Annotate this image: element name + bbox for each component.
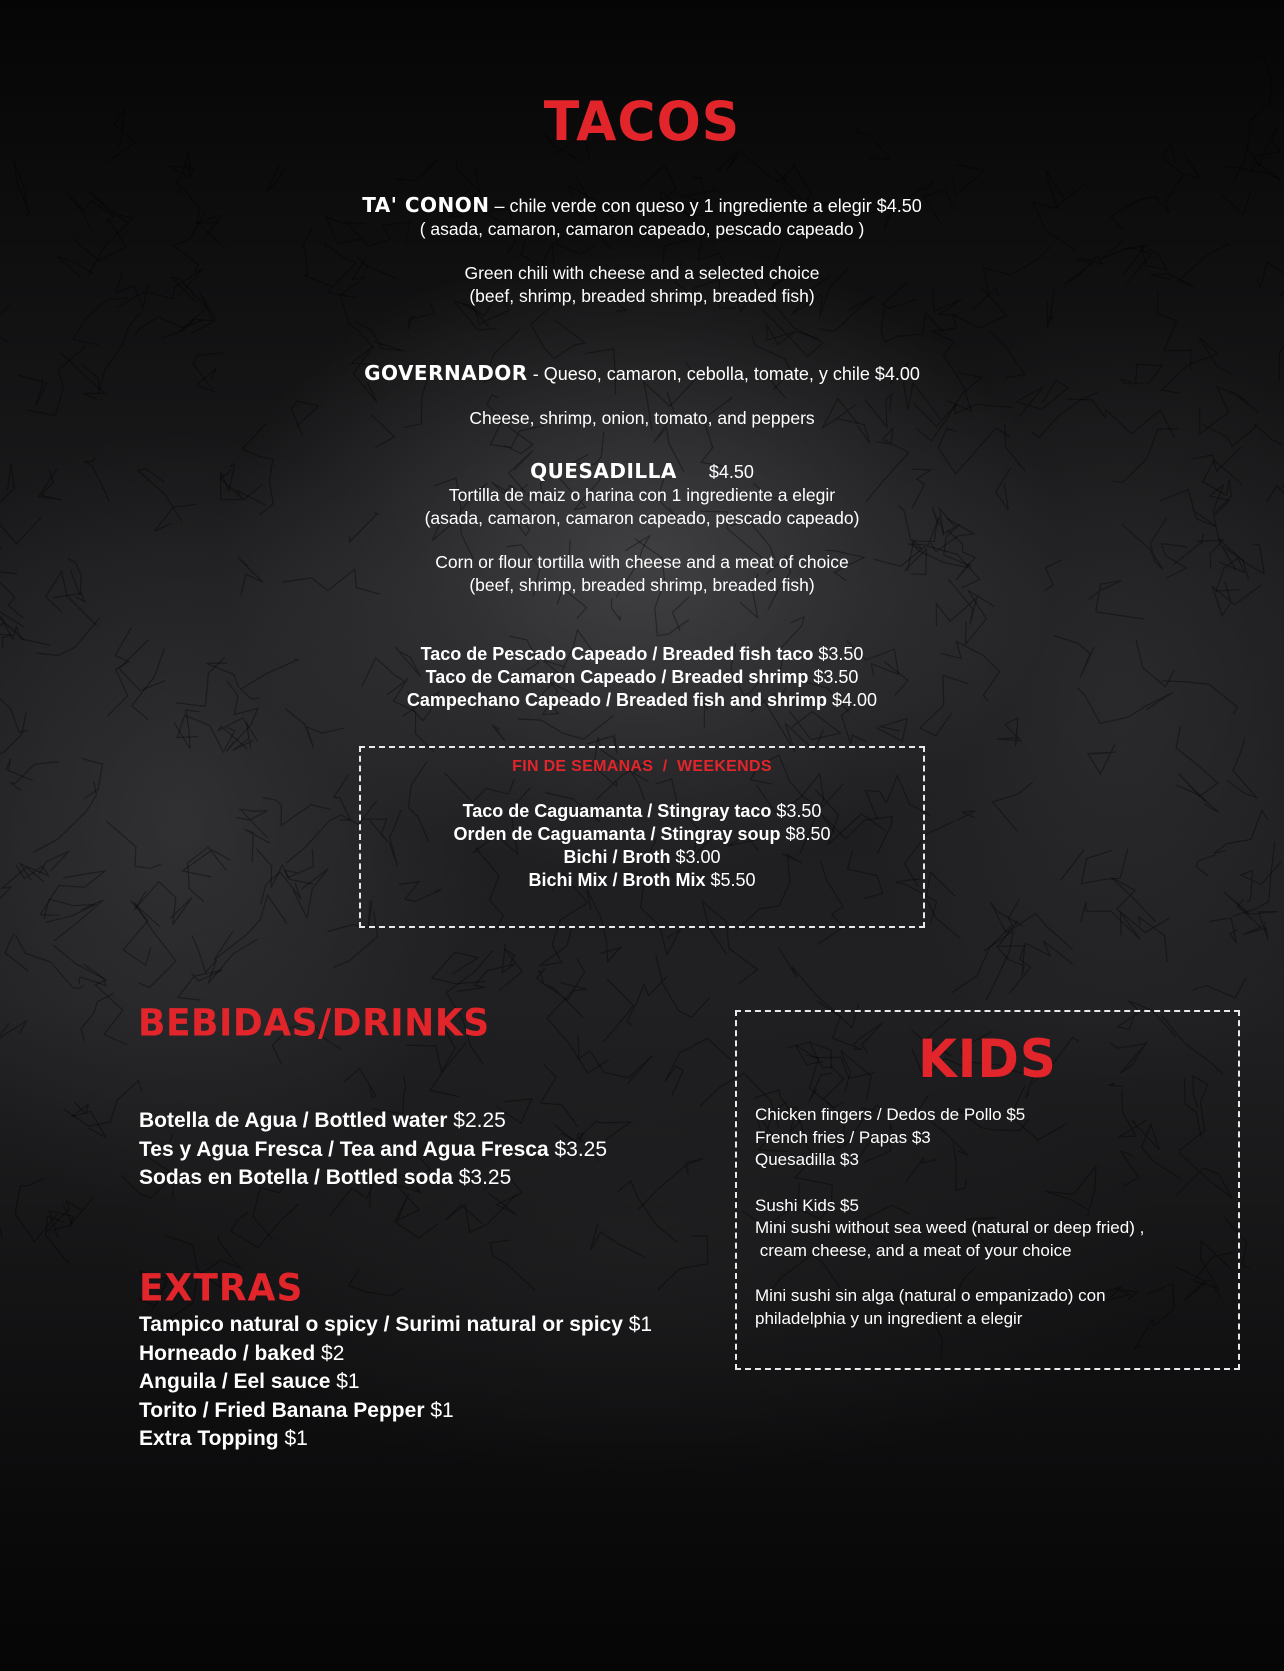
crack-line <box>236 809 268 838</box>
crack-line <box>1176 726 1218 801</box>
governador-name: GOVERNADOR <box>364 361 528 385</box>
crack-line <box>54 900 104 941</box>
crack-line <box>123 901 160 966</box>
list-item: Torito / Fried Banana Pepper $1 <box>139 1398 454 1422</box>
crack-line <box>40 871 105 915</box>
crack-line <box>430 1042 467 1097</box>
crack-line <box>1010 941 1073 993</box>
crack-line <box>578 1035 652 1084</box>
crack-line <box>1081 902 1141 939</box>
governador-en: Cheese, shrimp, onion, tomato, and peppers <box>469 408 815 428</box>
crack-line <box>0 867 43 918</box>
drinks-title: BEBIDAS/DRINKS <box>138 1001 490 1046</box>
crack-line <box>881 308 945 342</box>
crack-line <box>658 1236 708 1290</box>
crack-line <box>1209 918 1237 943</box>
ta-conon-options: ( asada, camaron, camaron capeado, pescado capeado ) <box>419 219 865 239</box>
crack-line <box>984 931 1014 1000</box>
crack-line <box>33 781 96 853</box>
crack-line <box>135 903 176 988</box>
crack-line <box>218 718 258 749</box>
crack-line <box>16 935 84 988</box>
list-item: Horneado / baked $2 <box>139 1341 345 1365</box>
list-item: Bichi Mix / Broth Mix $5.50 <box>528 870 756 890</box>
list-item: Sushi Kids $5 <box>755 1195 859 1215</box>
crack-line <box>1088 745 1116 774</box>
crack-line <box>214 895 287 960</box>
crack-line <box>493 725 505 741</box>
crack-line <box>11 762 59 791</box>
crack-line <box>256 849 313 888</box>
list-item: Quesadilla $3 <box>755 1150 859 1169</box>
crack-line <box>1193 978 1246 998</box>
crack-line <box>1214 811 1268 854</box>
crack-line <box>1226 739 1257 798</box>
crack-line <box>82 758 103 799</box>
crack-line <box>349 1269 403 1296</box>
crack-line <box>344 1069 376 1098</box>
crack-line <box>5 934 28 971</box>
crack-line <box>518 716 614 740</box>
crack-line <box>0 610 51 645</box>
crack-line <box>590 1224 645 1258</box>
crack-line <box>499 949 522 991</box>
list-item: Mini sushi without sea weed (natural or deep fried) , <box>755 1218 1145 1237</box>
governador-desc: - Queso, camaron, cebolla, tomate, y chile $4.00 <box>527 364 920 384</box>
crack-line <box>790 711 841 740</box>
crack-line <box>293 869 328 918</box>
quesadilla-name: QUESADILLA <box>530 459 677 483</box>
crack-line <box>0 1209 2 1239</box>
crack-line <box>1176 785 1219 813</box>
kids-title: KIDS <box>918 1028 1057 1090</box>
list-item: Orden de Caguamanta / Stingray soup $8.50 <box>453 824 831 844</box>
crack-line <box>231 1204 299 1247</box>
list-item: Taco de Pescado Capeado / Breaded fish taco $3.50 <box>420 644 864 664</box>
quesadilla-price: $4.50 <box>708 462 754 482</box>
crack-line <box>192 935 258 983</box>
crack-line <box>183 850 231 877</box>
quesadilla-en-2: (beef, shrimp, breaded shrimp, breaded fish) <box>469 575 815 595</box>
list-item: Tampico natural o spicy / Surimi natural or spicy $1 <box>139 1313 653 1336</box>
crack-line <box>966 590 995 644</box>
weekends-section <box>359 758 925 892</box>
crack-line <box>0 1021 26 1040</box>
crack-line <box>545 959 585 1017</box>
crack-line <box>951 165 985 195</box>
crack-line <box>178 970 223 1000</box>
ta-conon-en-1: Green chili with cheese and a selected choice <box>464 263 820 283</box>
list-item: cream cheese, and a meat of your choice <box>755 1240 1072 1260</box>
crack-line <box>64 1081 142 1127</box>
ta-conon-en-2: (beef, shrimp, breaded shrimp, breaded fish) <box>469 286 815 306</box>
crack-line <box>261 872 301 904</box>
crack-line <box>267 165 285 192</box>
crack-line <box>1196 855 1215 876</box>
crack-line <box>490 1240 535 1290</box>
crack-line <box>957 811 975 821</box>
crack-line <box>0 305 10 342</box>
quesadilla-es-1: Tortilla de maiz o harina con 1 ingrediente a elegir <box>448 485 836 505</box>
crack-line <box>408 304 434 329</box>
crack-line <box>627 976 667 1025</box>
crack-line <box>718 151 796 182</box>
crack-line <box>39 851 69 874</box>
quesadilla-item <box>0 460 1284 597</box>
crack-line <box>1238 899 1267 934</box>
crack-line <box>174 710 200 749</box>
crack-line <box>926 872 960 939</box>
governador-item <box>0 362 1284 430</box>
crack-line <box>1111 877 1170 932</box>
crack-line <box>354 321 403 351</box>
quesadilla-es-2: (asada, camaron, camaron capeado, pescado capeado) <box>424 508 860 528</box>
breaded-list <box>0 643 1284 712</box>
crack-line <box>876 719 907 742</box>
list-item: French fries / Papas $3 <box>755 1127 931 1147</box>
crack-line <box>169 151 195 180</box>
drinks-list <box>139 1107 607 1193</box>
crack-line <box>334 774 351 820</box>
crack-line <box>263 798 331 826</box>
crack-line <box>72 1102 106 1138</box>
crack-line <box>16 864 49 880</box>
crack-line <box>49 1197 94 1238</box>
crack-line <box>1226 163 1281 180</box>
list-item: Taco de Caguamanta / Stingray taco $3.50 <box>462 801 822 821</box>
crack-line <box>432 952 486 984</box>
crack-line <box>397 159 438 186</box>
crack-line <box>952 900 1019 993</box>
crack-line <box>1081 849 1128 884</box>
weekends-title: FIN DE SEMANAS / WEEKENDS <box>512 758 772 775</box>
crack-line <box>6 759 33 781</box>
crack-line <box>547 983 609 1074</box>
crack-line <box>611 598 620 620</box>
crack-line <box>177 715 235 752</box>
crack-line <box>1241 861 1282 903</box>
crack-line <box>233 722 254 751</box>
crack-line <box>81 993 114 1041</box>
crack-line <box>767 325 819 344</box>
crack-line <box>1224 892 1278 939</box>
crack-line <box>107 821 162 868</box>
kids-list <box>755 1104 1144 1330</box>
crack-line <box>188 847 227 902</box>
list-item: Campechano Capeado / Breaded fish and shrimp $4.00 <box>406 690 878 710</box>
list-item: Chicken fingers / Dedos de Pollo $5 <box>755 1105 1026 1124</box>
crack-line <box>446 1194 517 1232</box>
list-item: Taco de Camaron Capeado / Breaded shrimp $3.50 <box>425 667 859 687</box>
quesadilla-en-1: Corn or flour tortilla with cheese and a meat of choice <box>435 552 849 572</box>
crack-line <box>44 899 95 922</box>
ta-conon-name: TA' CONON <box>362 193 490 217</box>
crack-line <box>285 849 313 878</box>
tacos-title: TACOS <box>543 90 741 154</box>
crack-line <box>83 964 128 1045</box>
list-item: philadelphia y un ingredient a elegir <box>755 1308 1023 1328</box>
list-item: Mini sushi sin alga (natural o empanizado) con <box>755 1286 1106 1305</box>
crack-line <box>245 829 270 862</box>
crack-line <box>637 1158 703 1210</box>
extras-title: EXTRAS <box>139 1266 304 1311</box>
crack-line <box>46 1216 70 1263</box>
crack-line <box>665 1038 732 1095</box>
crack-line <box>1139 917 1168 962</box>
crack-line <box>993 782 1033 831</box>
crack-line <box>531 299 585 358</box>
crack-line <box>1061 849 1085 880</box>
crack-line <box>134 882 192 925</box>
crack-line <box>285 708 345 747</box>
crack-line <box>135 317 203 336</box>
crack-line <box>0 712 26 759</box>
crack-line <box>53 945 106 986</box>
crack-line <box>537 969 545 985</box>
crack-line <box>1233 842 1276 916</box>
list-item: Anguila / Eel sauce $1 <box>139 1370 360 1393</box>
crack-line <box>457 944 515 992</box>
ta-conon-desc: – chile verde con queso y 1 ingrediente a elegir $4.50 <box>489 196 922 216</box>
crack-line <box>656 955 710 1017</box>
list-item: Sodas en Botella / Bottled soda $3.25 <box>139 1166 512 1189</box>
crack-line <box>47 1201 83 1231</box>
crack-line <box>673 597 690 631</box>
list-item: Tes y Agua Fresca / Tea and Agua Fresca $3.25 <box>139 1137 608 1161</box>
crack-line <box>617 1181 678 1243</box>
list-item: Botella de Agua / Bottled water $2.25 <box>139 1109 506 1132</box>
crack-line <box>991 903 1073 950</box>
extras-list <box>139 1311 652 1454</box>
ta-conon-item <box>0 194 1284 308</box>
crack-line <box>997 718 1021 746</box>
list-item: Bichi / Broth $3.00 <box>563 847 721 867</box>
crack-line <box>15 1179 57 1242</box>
list-item: Extra Topping $1 <box>139 1427 308 1450</box>
crack-line <box>996 921 1025 976</box>
crack-line <box>456 158 480 192</box>
crack-line <box>603 979 633 1042</box>
